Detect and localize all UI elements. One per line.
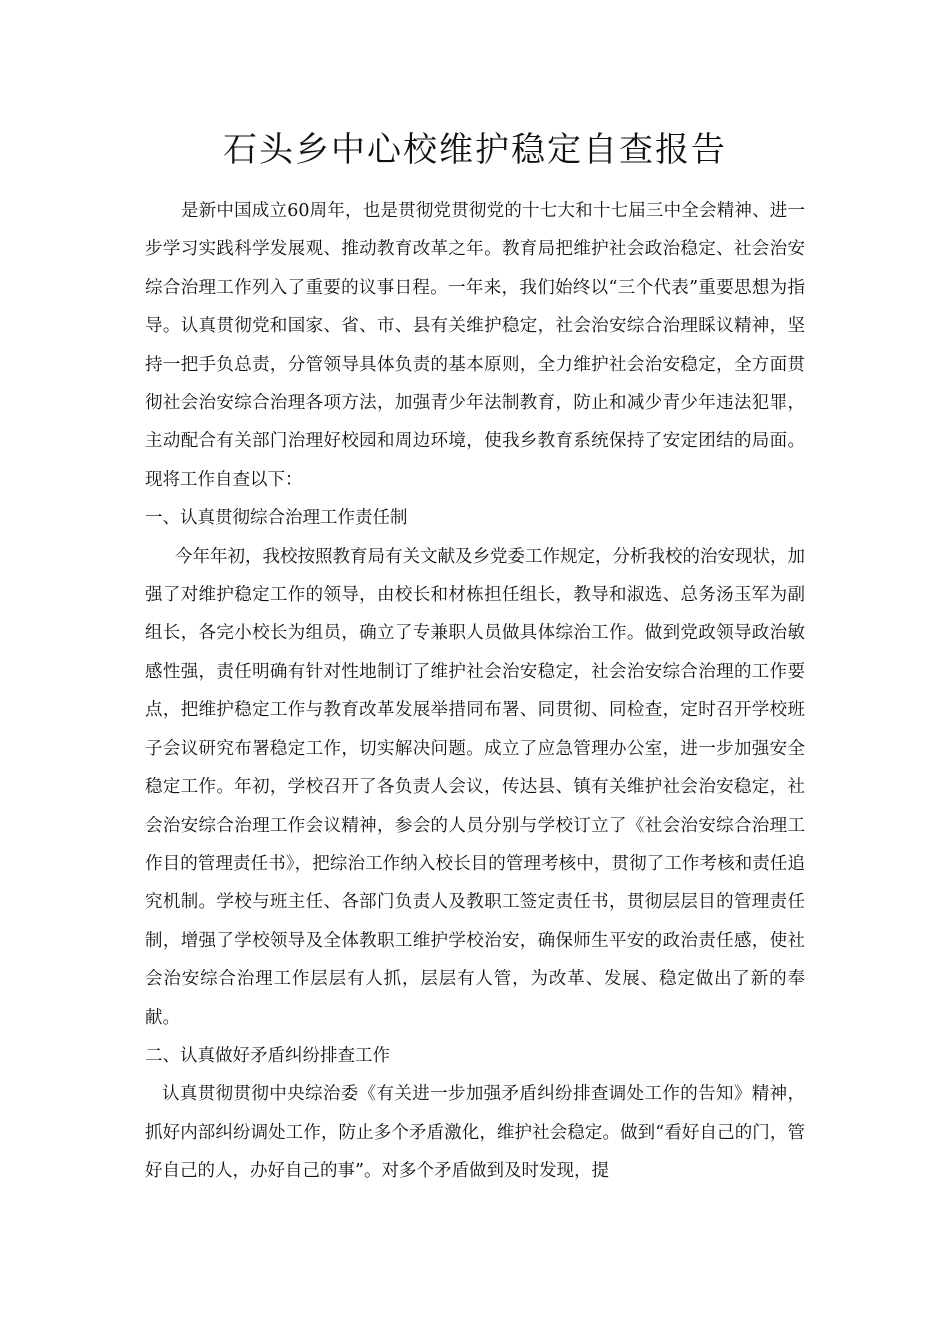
intro-paragraph: 是新中国成立60周年，也是贯彻党贯彻党的十七大和十七届三中全会精神、进一步学习实践科学发展观、推动教育改革之年。教育局把维护社会政治稳定、社会治安综合治理工作列入了重要的议事日程。一年来，我们始终以“三个代表”重要思想为指导。认真贯彻党和国家、省、市、县有关维护稳定，社会治安综合治理睬议精神，坚持一把手负总责，分管领导具体负责的基本原则，全力维护社会治安稳定，全方面贯彻社会治安综合治理各项方法，加强青少年法制教育，防止和减少青少年违法犯罪，主动配合有关部门治理好校园和周边环境，使我乡教育系统保持了安定团结的局面。现将工作自查以下： [145,201,805,490]
document-title: 石头乡中心校维护稳定自查报告 [223,130,727,170]
section-1-paragraph: 今年年初，我校按照教育局有关文献及乡党委工作规定，分析我校的治安现状，加强了对维护稳定工作的领导，由校长和材栋担任组长，教导和淑选、总务汤玉军为副组长，各完小校长为组员，确立了专兼职人员做具体综治工作。做到党政领导政治敏感性强，责任明确有针对性地制订了维护社会治安稳定，社会治安综合治理的工作要点，把维护稳定工作与教育改革发展举措同布署、同贯彻、同检查，定时召开学校班子会议研究布署稳定工作，切实解决问题。成立了应急管理办公室，进一步加强安全稳定工作。年初，学校召开了各负责人会议，传达县、镇有关维护社会治安稳定，社会治安综合治理工作会议精神，参会的人员分别与学校订立了《社会治安综合治理工作目的管理责任书》，把综治工作纳入校长目的管理考核中，贯彻了工作考核和责任追究机制。学校与班主任、各部门负责人及教职工签定责任书，贯彻层层目的管理责任制，增强了学校领导及全体教职工维护学校治安，确保师生平安的政治责任感，使社会治安综合治理工作层层有人抓，层层有人管，为改革、发展、稳定做出了新的奉献。 [145,546,805,1028]
section-heading-2: 二、认真做好矛盾纠纷排查工作 [145,1045,390,1066]
document-body [145,192,805,1191]
section-2-paragraph: 认真贯彻贯彻中央综治委《有关进一步加强矛盾纠纷排查调处工作的告知》精神，抓好内部纠纷调处工作，防止多个矛盾激化，维护社会稳定。做到“看好自己的门，管好自己的人，办好自己的事”。对多个矛盾做到及时发现，提 [145,1084,805,1182]
section-heading-1: 一、认真贯彻综合治理工作责任制 [145,508,408,529]
